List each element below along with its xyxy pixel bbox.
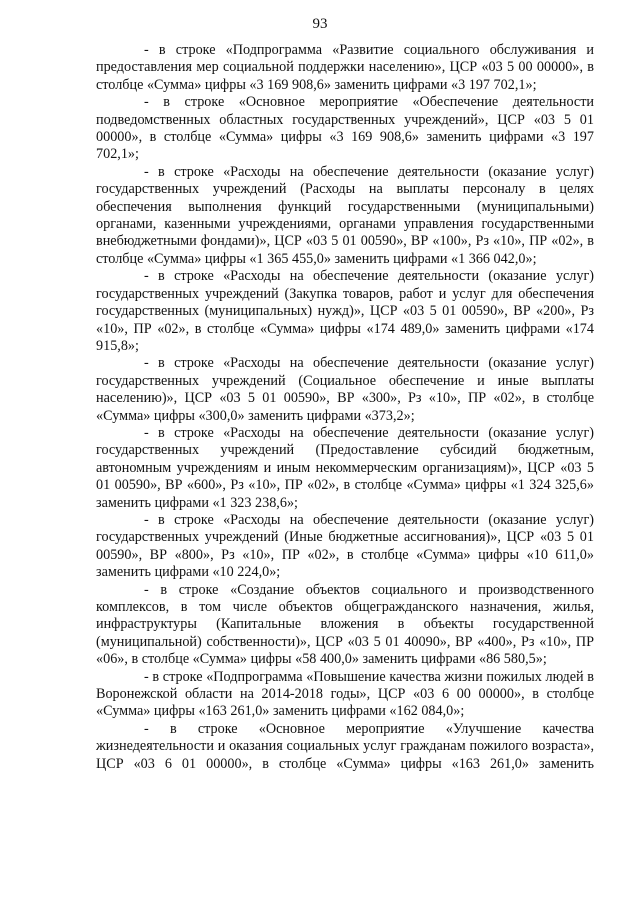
page-number: 93 <box>312 16 328 32</box>
paragraph: - в строке «Расходы на обеспечение деятельности (оказание услуг) государственных учреждений (Расходы на выплаты персоналу в целях обеспечения выполнения функций государственными (муниципальными) органами, казенными учреждениями, органами управления государственными внебюджетными фондами)», ЦСР «03 5 01 00590», ВР «100», Рз «10», ПР «02», в столбце «Сумма» цифры «1 365 455,0» заменить цифрами «1 366 042,0»; <box>96 163 594 267</box>
paragraph: - в строке «Расходы на обеспечение деятельности (оказание услуг) государственных учреждений (Предоставление субсидий бюджетным, автономным учреждениям и иным некоммерческим организациям)», ЦСР «03 5 01 00590», ВР «600», Рз «10», ПР «02», в столбце «Сумма» цифры «1 324 325,6» заменить цифрами «1 323 238,6»; <box>96 424 594 511</box>
paragraph: - в строке «Подпрограмма «Повышение качества жизни пожилых людей в Воронежской области на 2014-2018 годы», ЦСР «03 6 00 00000», в столбце «Сумма» цифры «163 261,0» заменить цифрами «162 084,0»; <box>96 668 594 720</box>
paragraph: - в строке «Создание объектов социального и производственного комплексов, в том числе объектов общегражданского назначения, жилья, инфраструктуры (Капитальные вложения в объекты государственной (муниципальной) собственности)», ЦСР «03 5 01 40090», ВР «400», Рз «10», ПР «06», в столбце «Сумма» цифры «58 400,0» заменить цифрами «86 580,5»; <box>96 581 594 668</box>
paragraph: - в строке «Расходы на обеспечение деятельности (оказание услуг) государственных учреждений (Социальное обеспечение и иные выплаты населению)», ЦСР «03 5 01 00590», ВР «300», Рз «10», ПР «02», в столбце «Сумма» цифры «300,0» заменить цифрами «373,2»; <box>96 355 594 424</box>
paragraph: - в строке «Основное мероприятие «Обеспечение деятельности подведомственных областных государственных учреждений», ЦСР «03 5 01 00000», в столбце «Сумма» цифры «3 169 908,6» заменить цифрами «3 197 702,1»; <box>96 94 594 163</box>
paragraph: - в строке «Основное мероприятие «Улучшение качества жизнедеятельности и оказания социальных услуг гражданам пожилого возраста», ЦСР «03 6 01 00000», в столбце «Сумма» цифры «163 261,0» заменить <box>96 720 594 772</box>
paragraph: - в строке «Подпрограмма «Развитие социального обслуживания и предоставления мер социальной поддержки населению», ЦСР «03 5 00 00000», в столбце «Сумма» цифры «3 169 908,6» заменить цифрами «3 197 702,1»; <box>96 42 594 93</box>
paragraph: - в строке «Расходы на обеспечение деятельности (оказание услуг) государственных учреждений (Иные бюджетные ассигнования)», ЦСР «03 5 01 00590», ВР «800», Рз «10», ПР «02», в столбце «Сумма» цифры «10 611,0» заменить цифрами «10 224,0»; <box>96 511 594 581</box>
paragraph: - в строке «Расходы на обеспечение деятельности (оказание услуг) государственных учреждений (Закупка товаров, работ и услуг для обеспечения государственных (муниципальных) нужд)», ЦСР «03 5 01 00590», ВР «200», Рз «10», ПР «02», в столбце «Сумма» цифры «174 489,0» заменить цифрами «174 915,8»; <box>96 268 594 354</box>
document-body <box>96 42 594 773</box>
